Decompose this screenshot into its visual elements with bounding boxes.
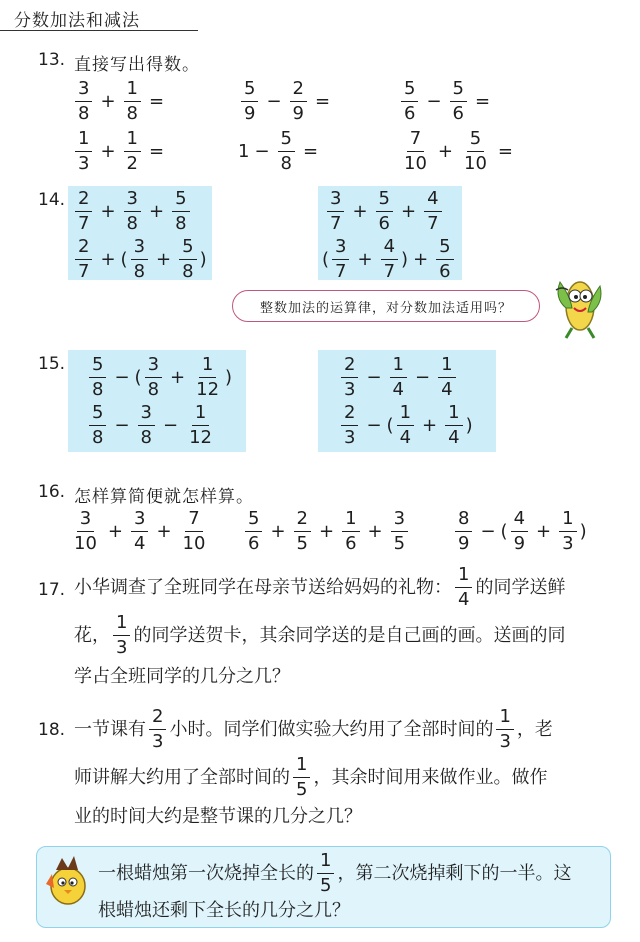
chick-mascot-icon	[42, 854, 92, 908]
q14-right-line1: $\frac{3}{7}$ + $\frac{5}{6}$ + $\frac{4}{7}$	[324, 190, 445, 233]
q16-expr-2: $\frac{5}{6}$ + $\frac{2}{5}$ + $\frac{1}{6}$ + $\frac{3}{5}$	[242, 510, 411, 553]
q18-number: 18.	[38, 720, 66, 740]
q14-number: 14.	[38, 190, 66, 210]
q13-expr-1: $\frac{3}{8}$ + $\frac{1}{8}$ =	[72, 80, 169, 123]
q13-expr-2: $\frac{5}{9}$ − $\frac{2}{9}$ =	[238, 80, 335, 123]
corn-mascot-icon	[548, 268, 608, 340]
q13-expr-6: $\frac{7}{10}$ + $\frac{5}{10}$ =	[404, 128, 513, 174]
q17-number: 17.	[38, 580, 66, 600]
q13-instruction: 直接写出得数。	[74, 55, 200, 75]
q13-expr-5: 1 − $\frac{5}{8}$ =	[238, 128, 319, 174]
q15-left-line1: $\frac{5}{8}$ − ( $\frac{3}{8}$ + $\frac{1}{12}$ )	[86, 356, 232, 399]
q16-instruction: 怎样算简便就怎样算。	[74, 487, 254, 507]
q15-right-line1: $\frac{2}{3}$ − $\frac{1}{4}$ − $\frac{1}{4}$	[338, 356, 459, 399]
q15-number: 15.	[38, 354, 66, 374]
q14-left-line2: $\frac{2}{7}$ + ( $\frac{3}{8}$ + $\frac{5}{8}$ )	[72, 238, 207, 281]
q13-number: 13.	[38, 50, 66, 70]
q13-expr-3: $\frac{5}{6}$ − $\frac{5}{6}$ =	[398, 80, 495, 123]
speech-bubble: 整数加法的运算律，对分数加法适用吗？	[232, 290, 540, 322]
q16-expr-1: $\frac{3}{10}$ + $\frac{3}{4}$ + $\frac{7}{10}$	[74, 508, 206, 554]
q18-line-3: 业的时间大约是整节课的几分之几？	[74, 806, 362, 827]
tip-line-1: 一根蜡烛第一次烧掉全长的 $\frac{1}{5}$ ，第二次烧掉剩下的一半。这	[98, 850, 572, 896]
q14-left-line1: $\frac{2}{7}$ + $\frac{3}{8}$ + $\frac{5}{8}$	[72, 190, 193, 233]
q16-number: 16.	[38, 482, 66, 502]
q17-line-3: 学占全班同学的几分之几？	[74, 666, 290, 687]
q18-line-2: 师讲解大约用了全部时间的 $\frac{1}{5}$ ，其余时间用来做作业。做作	[74, 754, 548, 800]
q15-right-line2: $\frac{2}{3}$ − ( $\frac{1}{4}$ + $\frac{1}{4}$ )	[338, 404, 473, 447]
tip-line-2: 根蜡烛还剩下全长的几分之几？	[98, 900, 350, 921]
q13-expr-4: $\frac{1}{3}$ + $\frac{1}{2}$ =	[72, 130, 169, 173]
q14-right-line2: ( $\frac{3}{7}$ + $\frac{4}{7}$ ) + $\frac{5}{6}$	[322, 238, 457, 281]
section-title: 分数加法和减法	[14, 11, 140, 31]
header-underline	[0, 30, 198, 31]
q18-line-1: 一节课有 $\frac{2}{3}$ 小时。同学们做实验大约用了全部时间的 $\frac{1}{3}$ ，老	[74, 706, 553, 752]
q16-expr-3: $\frac{8}{9}$ − ( $\frac{4}{9}$ + $\frac{1}{3}$ )	[452, 510, 587, 553]
q17-line-2: 花， $\frac{1}{3}$ 的同学送贺卡，其余同学送的是自己画的画。送画的同	[74, 612, 566, 658]
q15-left-line2: $\frac{5}{8}$ − $\frac{3}{8}$ − $\frac{1}{12}$	[86, 404, 218, 447]
q17-line-1: 小华调查了全班同学在母亲节送给妈妈的礼物： $\frac{1}{4}$ 的同学送鲜	[74, 564, 566, 610]
